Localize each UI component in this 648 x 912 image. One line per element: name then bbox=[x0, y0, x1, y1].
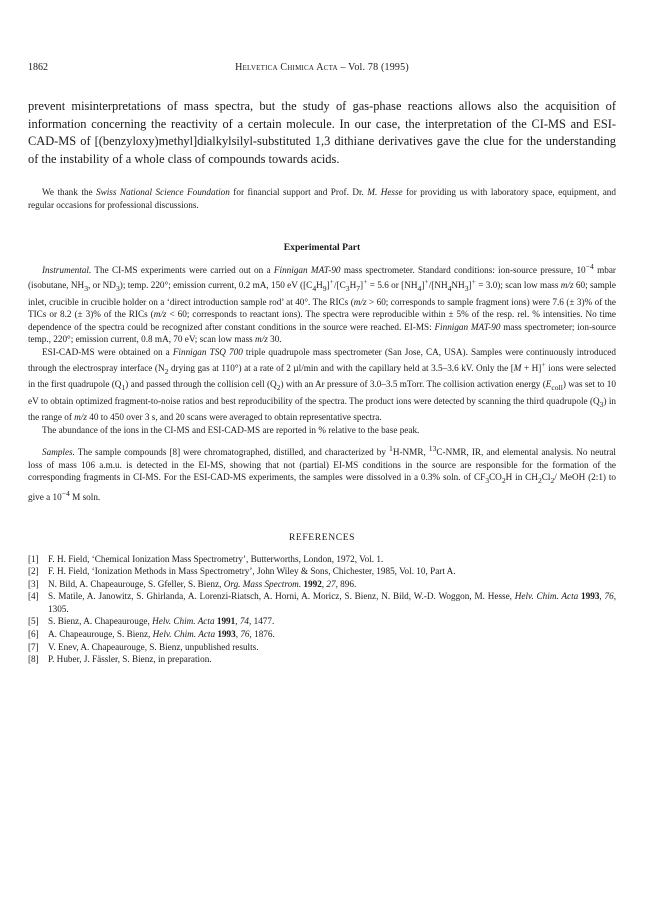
reference-item: [5] S. Bienz, A. Chapeaurouge, Helv. Chim. Acta 1991, 74, 1477. bbox=[28, 616, 275, 627]
reference-item: [7] V. Enev, A. Chapeaurouge, S. Bienz, unpublished results. bbox=[28, 641, 259, 652]
journal-page bbox=[28, 62, 616, 666]
funding-agency: Swiss National Science Foundation bbox=[96, 187, 230, 198]
instrumental-paragraph: Instrumental. The CI-MS experiments were carried out on a Finnigan MAT-90 mass spectrometer. Standard conditions: ion-source pressure, $10^{-4}$ mbar (isobutane, $NH_3$, or $ND_3$); temp. 220°; emission current, 0.2 mA, 150 eV ($[C_4H_9]^+/[C_3H_7]^+ = 5.6$ or $[NH_4]^+/[NH_4NH_3]^+ = 3.0$); scan low mass m/z 60; sample inlet, crucible in crucible holder on a ‘direct introduction sample rod’ at 40°. The RICs (m/z > 60; corresponds to sample fragment ions) were 7.6 (± 3)% of the TICs or 8.2 (± 3)% of the RICs (m/z < 60; corresponds to reactant ions). The spectra were reproducible within ± 5% of the resp. rel. % intensities. No time dependence of the spectra could be recognized after constant conditions in the source were reached. EI-MS: Finnigan MAT-90 mass spectrometer; ion-source temp., 220°; emission current, 0.8 mA, 70 eV; scan low mass m/z 30. bbox=[28, 261, 617, 345]
section-title: Experimental Part bbox=[283, 241, 361, 253]
reference-item: [4] S. Matile, A. Janowitz, S. Ghirlanda, A. Lorenzi-Riatsch, A. Horni, A. Moricz, S. Bienz, N. Bild, W.-D. Woggon, M. Hesse, Helv. Chim. Acta 1993, 76, 1305. bbox=[28, 591, 617, 614]
references-title: REFERENCES bbox=[288, 531, 356, 543]
running-title bbox=[28, 62, 616, 73]
samples-label: Samples. bbox=[42, 447, 75, 458]
samples-paragraph: Samples. The sample compounds [8] were chromatographed, distilled, and characterized by $^1$H-NMR, $^{13}$C-NMR, IR, and elemental analysis. No neutral loss of mass 106 a.m.u. is detected in the EI-MS, showing that not (partial) EI-MS conditions in the source are responsible for the formation of the corresponding fragments in CI-MS. For the ESI-CAD-MS experiments, the samples were dissolved in a 0.3% soln. of $CF_3CO_2H$ in $CH_2Cl_2/$ MeOH (2:1) to give a $10^{-4}$ M soln. bbox=[28, 444, 617, 502]
journal-name: Helvetica Chimica Acta bbox=[235, 62, 338, 73]
reference-item: [1] F. H. Field, ‘Chemical Ionization Mass Spectrometry’, Butterworths, London, 1972, Vol. 1. bbox=[28, 553, 384, 564]
acknowledgement: We thank the Swiss National Science Foundation for financial support and Prof. Dr. M. Hesse for providing us with laboratory space, equipment, and regular occasions for professional discussions. bbox=[28, 187, 616, 210]
abundance-paragraph: The abundance of the ions in the CI-MS and ESI-CAD-MS are reported in % relative to the base peak. bbox=[42, 424, 420, 435]
esi-paragraph: ESI-CAD-MS were obtained on a Finnigan TSQ 700 triple quadrupole mass spectrometer (San Jose, CA, USA). Samples were continuously introduced through the electrospray interface ($N_2$ drying gas at 110°) at a rate of 2 µl/min and with the capillary held at 3.5–3.6 kV. Only the [M + H]+ ions were selected in the first quadrupole $(Q_1)$ and passed through the collision cell $(Q_2)$ with an Ar pressure of 3.0–3.5 mTorr. The collision activation energy $(E_{coll})$ was set to 10 eV to obtain optimized fragment-to-noise ratios and best reproducibility of the spectra. The product ions were detected by scanning the third quadrupole $(Q_3)$ in the range of m/z 40 to 450 over 3 s, and 20 scans were averaged to obtain representative spectra. bbox=[28, 347, 616, 422]
reference-item: [3] N. Bild, A. Chapeaurouge, S. Gfeller, S. Bienz, Org. Mass Spectrom. 1992, 27, 896. bbox=[28, 578, 357, 589]
intro-paragraph: prevent misinterpretations of mass spectra, but the study of gas-phase reactions allows also the acquisition of information concerning the reactivity of a certain molecule. In our case, the interpretation of the CI-MS and ESI-CAD-MS of [(benzyloxy)methyl]dialkylsilyl-substituted 1,3 dithiane derivatives gave the clue for the understanding of the instability of a whole class of compounds towards acids. bbox=[28, 99, 616, 166]
page-header bbox=[28, 62, 616, 78]
acknowledged-person: M. Hesse bbox=[367, 187, 403, 198]
page-number: 1862 bbox=[28, 62, 48, 73]
reference-item: [2] F. H. Field, ‘Ionization Methods in Mass Spectrometry’, John Wiley & Sons, Chichester, 1985, Vol. 10, Part A. bbox=[28, 566, 456, 577]
references-list bbox=[28, 553, 616, 666]
journal-volume: – Vol. 78 (1995) bbox=[337, 62, 409, 73]
reference-item: [6] A. Chapeaurouge, S. Bienz, Helv. Chim. Acta 1993, 76, 1876. bbox=[28, 629, 275, 640]
instrumental-label: Instrumental. bbox=[42, 264, 92, 275]
experimental-section bbox=[28, 261, 616, 504]
reference-item: [8] P. Huber, J. Fässler, S. Bienz, in preparation. bbox=[28, 654, 212, 665]
